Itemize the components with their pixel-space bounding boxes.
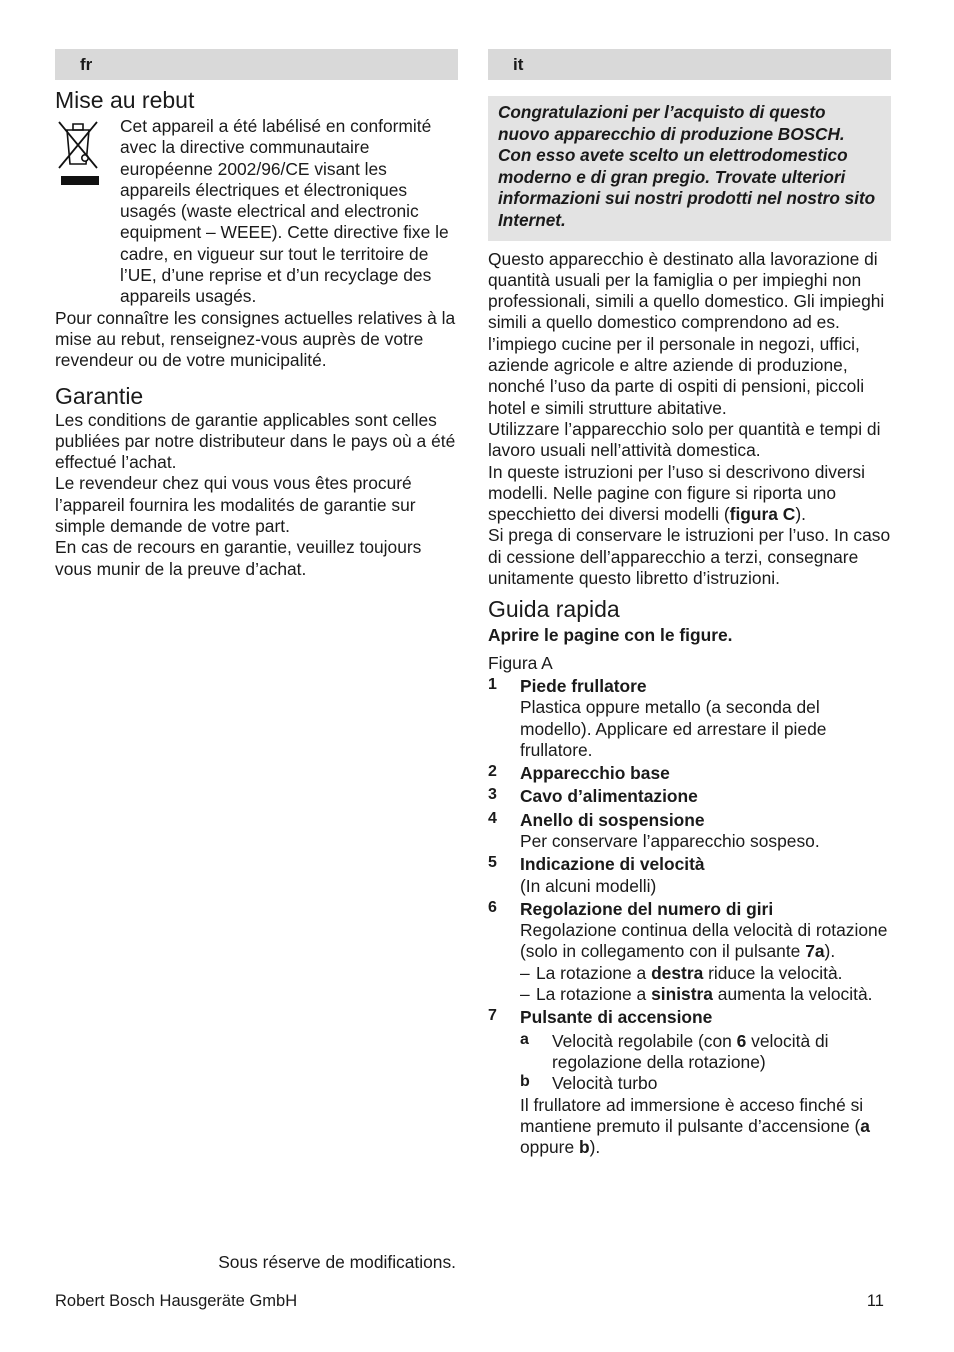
intro-text: Congratulazioni per l’acquisto di questo nuovo apparecchio di produzione BOSCH. Con esso avete scelto un elettrodomestico moderno e di gran pregio. Trovate ulteriori informazioni sui nostri prodotti nel nostro sito Internet. [498, 102, 876, 230]
garantie-para-1: Les conditions de garantie applicables sont celles publiées par notre distributeur dans le pays où a été effectué l’achat. [55, 409, 456, 473]
weee-black-bar [61, 176, 99, 185]
figure-label: Figura A [488, 652, 553, 673]
column-fr [55, 49, 458, 580]
list-item: 4 Anello di sospensione Per conservare l’apparecchio sospeso. [488, 809, 820, 851]
list-item: 1 Piede frullatore Plastica oppure metallo (a seconda del modello). Applicare ed arrestare il piede frullatore. [488, 675, 827, 760]
weee-text: Cet appareil a été labélisé en conformité avec la directive communautaire européenne 2002/96/CE visant les appareils électriques et électroniques usagés (waste electrical and electronic equipment – WEEE). Cette directive fixe le cadre, en vigueur sur tout le territoire de l’UE, d’une reprise et d’un recyclage des appareils usagés. [120, 116, 449, 307]
sub-item-b: b Velocità turbo [520, 1073, 658, 1094]
list-item: 2 Apparecchio base [488, 763, 670, 784]
mise-au-rebut-para: Pour connaître les consignes actuelles relatives à la mise au rebut, renseignez-vous auprès de votre revendeur ou de votre municipalité. [55, 307, 456, 371]
list-item: 7 Pulsante di accensione a Velocità regolabile (con 6 velocità di regolazione della rotazione) b Velocità turbo Il frullatore ad immersione è acceso finché si mantiene premuto il pulsante d’accensione (a oppure b). [488, 1007, 891, 1158]
language-bar-fr: fr [55, 49, 458, 80]
sub-item-a: a Velocità regolabile (con 6 velocità di regolazione della rotazione) [520, 1030, 829, 1072]
garantie-para-2: Le revendeur chez qui vous vous êtes procuré l’appareil fournira les modalités de garantie sur simple demande de votre part. [55, 473, 416, 537]
page-number: 11 [866, 1292, 884, 1310]
list-item: 5 Indicazione di velocità (In alcuni modelli) [488, 854, 705, 896]
list-item: 3 Cavo d’alimentazione [488, 786, 698, 807]
dash-item: – La rotazione a sinistra aumenta la velocità. [520, 984, 873, 1005]
guide-subtitle: Aprire le pagine con le figure. [488, 625, 733, 646]
footnote-sous-reserve: Sous réserve de modifications. [218, 1252, 456, 1272]
weee-block [55, 116, 458, 308]
crossed-bin-icon [55, 118, 101, 184]
list-item: 6 Regolazione del numero di giri Regolazione continua della velocità di rotazione (solo in collegamento con il pulsante 7a). – La rotazione a destra riduce la velocità. – La rotazione a sinistra aumenta la velocità. [488, 899, 891, 1005]
heading-mise-au-rebut: Mise au rebut [55, 87, 195, 113]
footer-company: Robert Bosch Hausgeräte GmbH [55, 1292, 298, 1310]
item7-note: Il frullatore ad immersione è acceso finché si mantiene premuto il pulsante d’accensione (a oppure b). [520, 1094, 870, 1158]
column-it [488, 49, 891, 1158]
it-para-4: Si prega di conservare le istruzioni per l’uso. In caso di cessione dell’apparecchio a terzi, consegnare unitamente questo libretto d’istruzioni. [488, 525, 891, 589]
intro-box [488, 96, 891, 241]
heading-garantie: Garantie [55, 382, 144, 409]
it-para-3: In queste istruzioni per l’uso si descrivono diversi modelli. Nelle pagine con figure si riporta uno specchietto dei diversi modelli (figura C). [488, 461, 865, 525]
it-para-2: Utilizzare l’apparecchio solo per quantità e tempi di lavoro usuali nell’attività domestica. [488, 418, 881, 461]
it-para-1: Questo apparecchio è destinato alla lavorazione di quantità usuali per la famiglia o per impieghi non professionali, simili a quello domestico. Gli impieghi simili a quello domestico comprendono ad es. l’impiego cucine per il personale in negozi, uffici, aziende agricole e altre aziende di produzione, nonché l’uso da parte di ospiti di pensioni, piccoli hotel e simili strutture abitative. [488, 248, 885, 418]
language-bar-it: it [488, 49, 891, 80]
dash-item: – La rotazione a destra riduce la velocità. [520, 962, 843, 983]
heading-guida-rapida: Guida rapida [488, 596, 620, 623]
garantie-para-3: En cas de recours en garantie, veuillez toujours vous munir de la preuve d’achat. [55, 537, 422, 579]
